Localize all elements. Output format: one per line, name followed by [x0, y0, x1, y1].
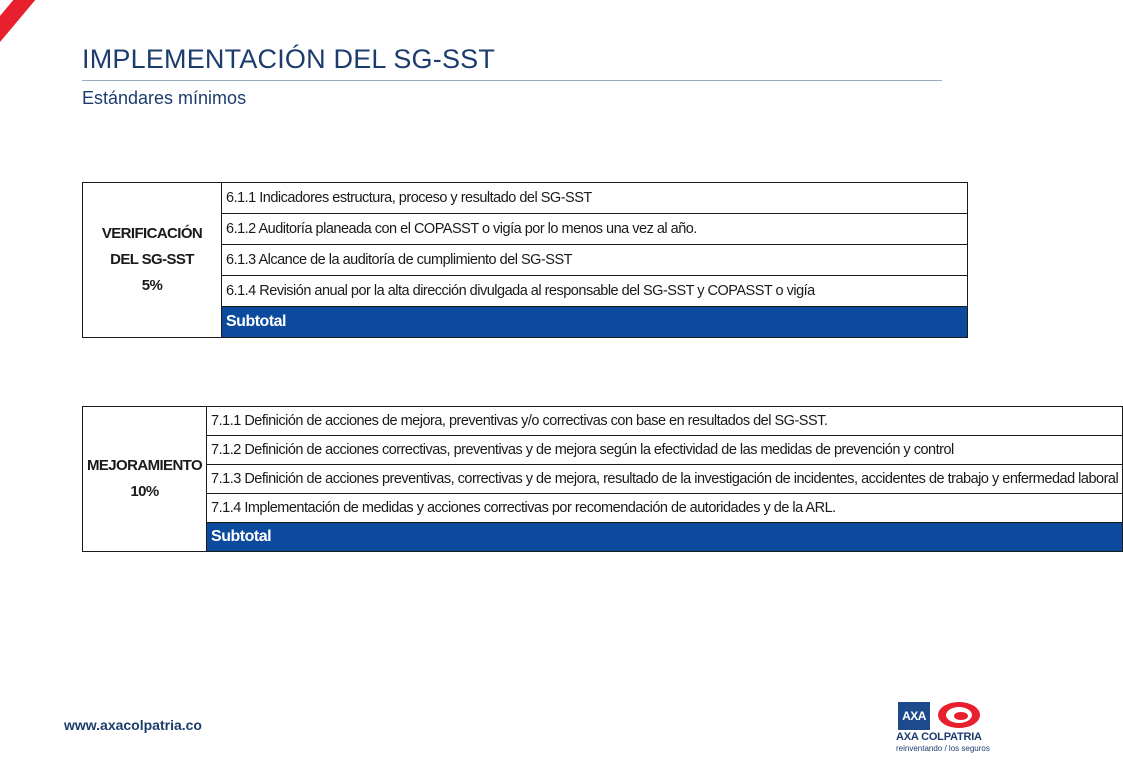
- standard-item: 7.1.2 Definición de acciones correctivas, preventivas y de mejora según la efectividad de las medidas de prevención y control: [207, 436, 1123, 465]
- table-row: [83, 436, 1123, 465]
- category-cell: [83, 407, 207, 552]
- axa-colpatria-logo: [896, 698, 996, 756]
- standard-item: 7.1.1 Definición de acciones de mejora, preventivas y/o correctivas con base en resultados del SG-SST.: [207, 407, 1123, 436]
- logo-brand-name: AXA COLPATRIA: [896, 731, 982, 743]
- table-row: [83, 523, 1123, 552]
- standard-item: 7.1.4 Implementación de medidas y acciones correctivas por recomendación de autoridades y de la ARL.: [207, 494, 1123, 523]
- standard-item: 7.1.3 Definición de acciones preventivas, correctivas y de mejora, resultado de la investigación de incidentes, accidentes de trabajo y enfermedad laboral: [207, 465, 1123, 494]
- category-percent: 5%: [141, 277, 163, 294]
- category-percent: 10%: [130, 483, 159, 500]
- table-row: [83, 494, 1123, 523]
- standard-item: 6.1.1 Indicadores estructura, proceso y resultado del SG-SST: [222, 183, 968, 214]
- website-link[interactable]: www.axacolpatria.co: [64, 717, 202, 733]
- logo-tagline: reinventando / los seguros: [896, 744, 990, 753]
- standard-item: 6.1.3 Alcance de la auditoría de cumplimiento del SG-SST: [222, 245, 968, 276]
- verification-standards-table: [82, 182, 968, 338]
- decorative-red-slash: [0, 0, 42, 96]
- table-row: [83, 183, 968, 214]
- subtotal-cell: Subtotal: [222, 307, 968, 338]
- standard-item: 6.1.4 Revisión anual por la alta dirección divulgada al responsable del SG-SST y COPASST o vigía: [222, 276, 968, 307]
- table-row: [83, 407, 1123, 436]
- colpatria-swirl-icon: [936, 700, 982, 730]
- category-cell: [83, 183, 222, 338]
- category-name: VERIFICACIÓN DEL SG-SST: [101, 225, 203, 268]
- page-subtitle: Estándares mínimos: [82, 88, 247, 108]
- improvement-standards-table: [82, 406, 1123, 552]
- table-row: [83, 465, 1123, 494]
- subtotal-cell: Subtotal: [207, 523, 1123, 552]
- title-divider: [82, 80, 942, 81]
- page-title: IMPLEMENTACIÓN DEL SG-SST: [82, 44, 496, 74]
- category-name: MEJORAMIENTO: [87, 457, 203, 474]
- axa-logo-icon: AXA: [898, 702, 930, 730]
- standard-item: 6.1.2 Auditoría planeada con el COPASST o vigía por lo menos una vez al año.: [222, 214, 968, 245]
